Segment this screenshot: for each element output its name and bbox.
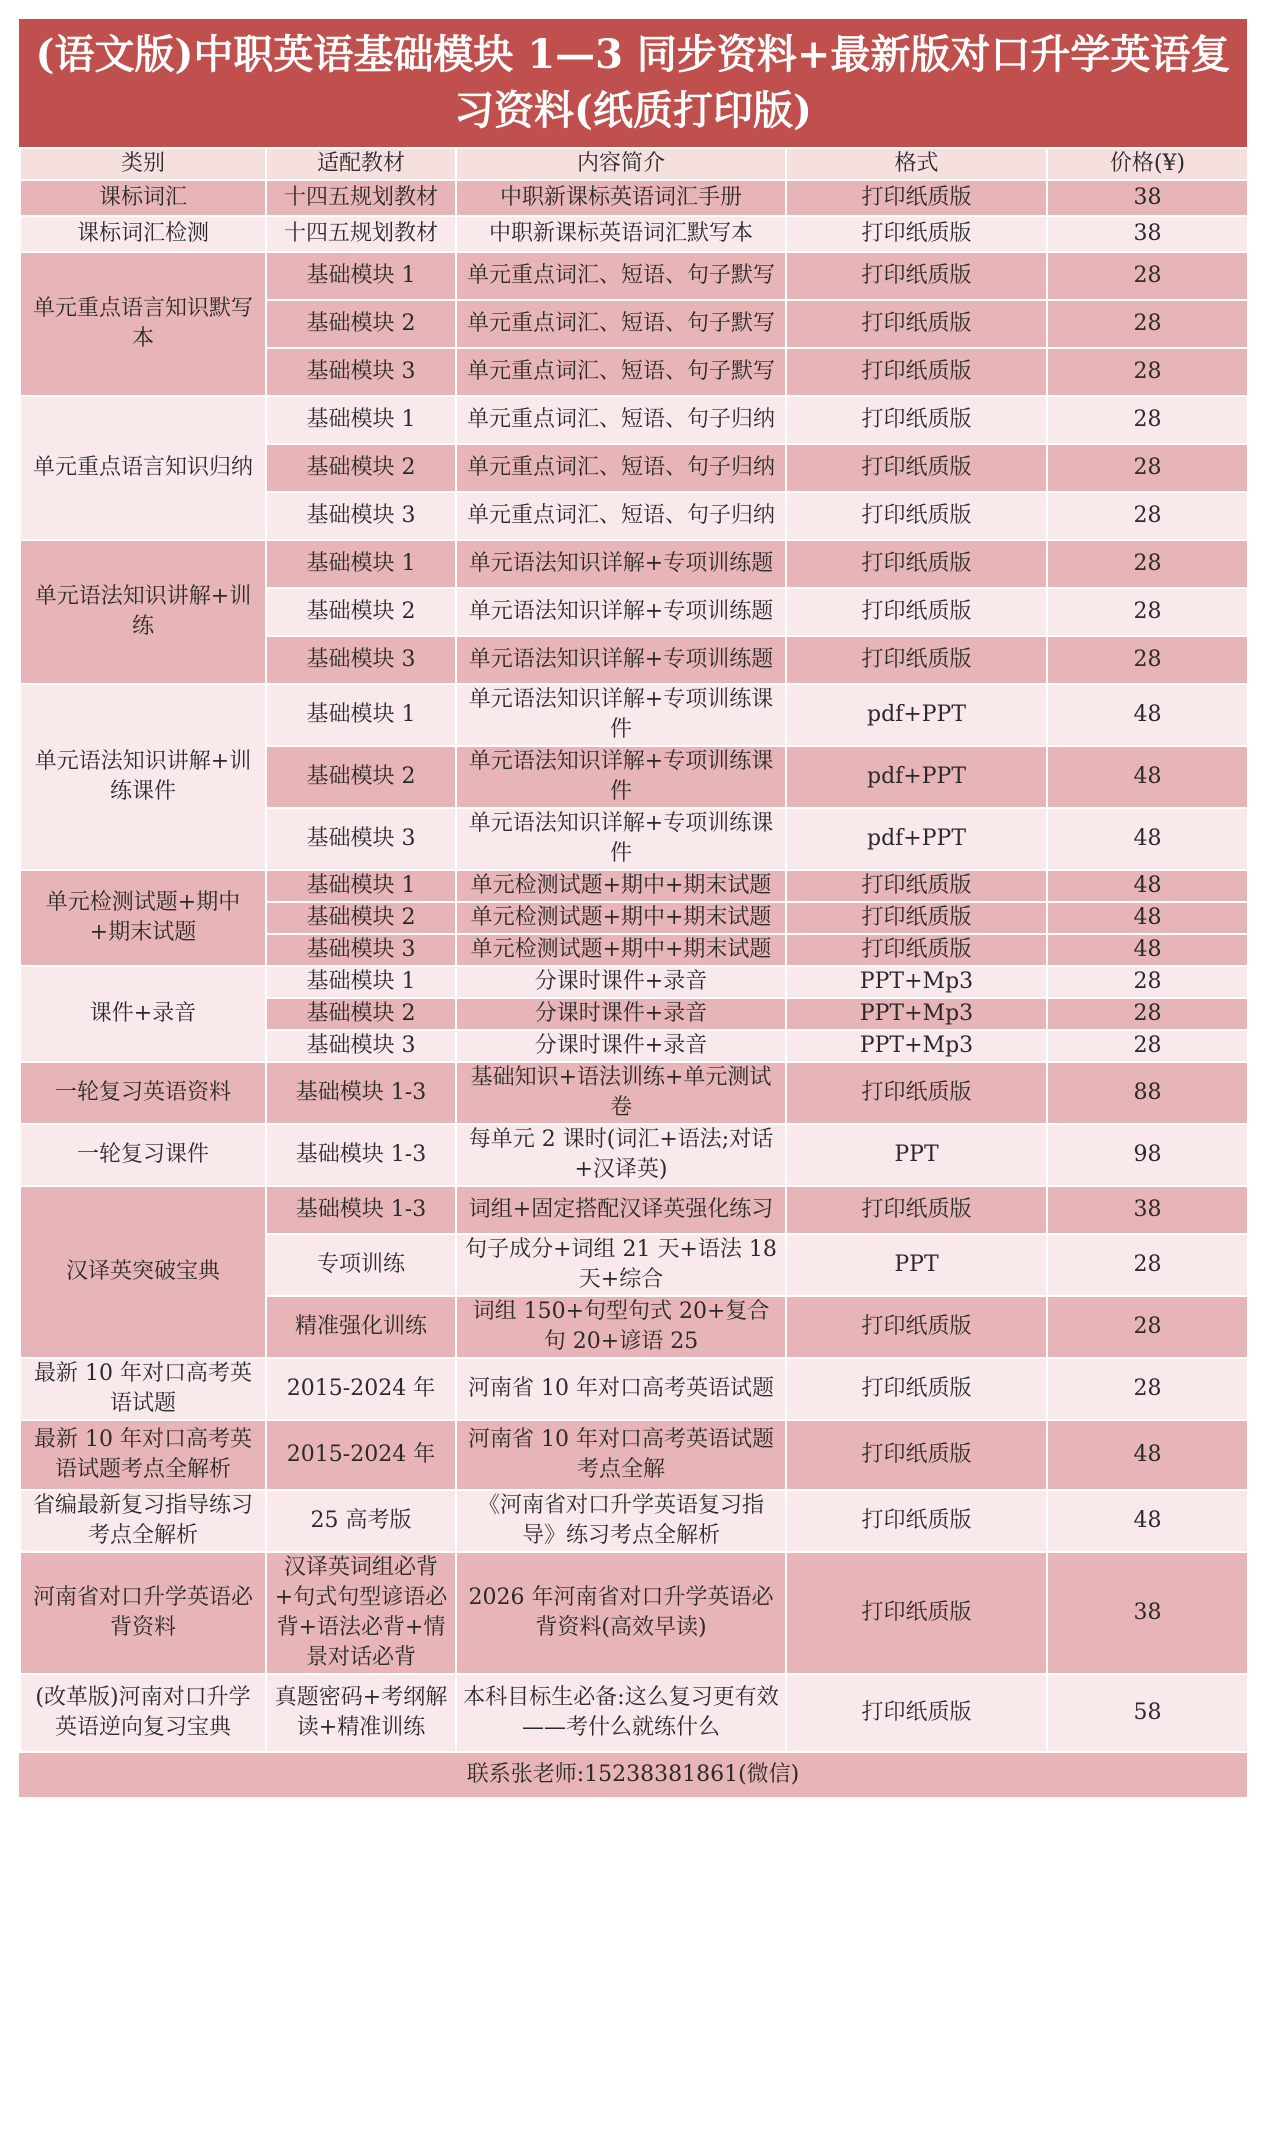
format-cell: 打印纸质版 — [786, 1552, 1047, 1674]
format-cell: 打印纸质版 — [786, 216, 1047, 252]
content-cell: 单元语法知识详解+专项训练课件 — [456, 684, 786, 746]
format-cell: 打印纸质版 — [786, 348, 1047, 396]
price-cell: 28 — [1047, 300, 1248, 348]
category-cell: 河南省对口升学英语必背资料 — [20, 1552, 266, 1674]
category-cell: 省编最新复习指导练习考点全解析 — [20, 1490, 266, 1552]
header-format: 格式 — [786, 148, 1047, 180]
format-cell: 打印纸质版 — [786, 492, 1047, 540]
textbook-cell: 汉译英词组必背+句式句型谚语必背+语法必背+情景对话必背 — [266, 1552, 456, 1674]
price-cell: 28 — [1047, 444, 1248, 492]
format-cell: 打印纸质版 — [786, 636, 1047, 684]
textbook-cell: 基础模块 1 — [266, 252, 456, 300]
price-cell: 28 — [1047, 540, 1248, 588]
price-cell: 58 — [1047, 1674, 1248, 1752]
table-row — [20, 1552, 1248, 1674]
content-cell: 基础知识+语法训练+单元测试卷 — [456, 1062, 786, 1124]
category-cell: 课标词汇 — [20, 180, 266, 216]
price-cell: 48 — [1047, 746, 1248, 808]
header-row — [20, 148, 1248, 180]
textbook-cell: 基础模块 2 — [266, 902, 456, 934]
content-cell: 分课时课件+录音 — [456, 998, 786, 1030]
textbook-cell: 基础模块 2 — [266, 588, 456, 636]
content-cell: 单元语法知识详解+专项训练题 — [456, 540, 786, 588]
content-cell: 单元重点词汇、短语、句子归纳 — [456, 396, 786, 444]
table-row — [20, 252, 1248, 300]
price-cell: 28 — [1047, 396, 1248, 444]
format-cell: 打印纸质版 — [786, 540, 1047, 588]
textbook-cell: 基础模块 1-3 — [266, 1062, 456, 1124]
format-cell: 打印纸质版 — [786, 934, 1047, 966]
table-row — [20, 540, 1248, 588]
price-cell: 38 — [1047, 1552, 1248, 1674]
table-row — [20, 684, 1248, 746]
format-cell: 打印纸质版 — [786, 300, 1047, 348]
content-cell: 分课时课件+录音 — [456, 1030, 786, 1062]
content-cell: 单元语法知识详解+专项训练题 — [456, 636, 786, 684]
content-cell: 单元语法知识详解+专项训练题 — [456, 588, 786, 636]
header-price: 价格(¥) — [1047, 148, 1248, 180]
content-cell: 单元重点词汇、短语、句子归纳 — [456, 492, 786, 540]
format-cell: 打印纸质版 — [786, 870, 1047, 902]
textbook-cell: 2015-2024 年 — [266, 1420, 456, 1490]
category-cell: 最新 10 年对口高考英语试题考点全解析 — [20, 1420, 266, 1490]
price-cell: 28 — [1047, 966, 1248, 998]
content-cell: 《河南省对口升学英语复习指导》练习考点全解析 — [456, 1490, 786, 1552]
price-cell: 28 — [1047, 588, 1248, 636]
category-cell: 一轮复习课件 — [20, 1124, 266, 1186]
content-cell: 河南省 10 年对口高考英语试题 — [456, 1358, 786, 1420]
content-cell: 词组 150+句型句式 20+复合句 20+谚语 25 — [456, 1296, 786, 1358]
content-cell: 本科目标生必备:这么复习更有效——考什么就练什么 — [456, 1674, 786, 1752]
content-cell: 每单元 2 课时(词汇+语法;对话+汉译英) — [456, 1124, 786, 1186]
textbook-cell: 精准强化训练 — [266, 1296, 456, 1358]
textbook-cell: 基础模块 3 — [266, 808, 456, 870]
table-row — [20, 1186, 1248, 1234]
textbook-cell: 基础模块 1-3 — [266, 1124, 456, 1186]
price-cell: 28 — [1047, 1030, 1248, 1062]
format-cell: PPT+Mp3 — [786, 966, 1047, 998]
table-row — [20, 1124, 1248, 1186]
price-cell: 48 — [1047, 902, 1248, 934]
textbook-cell: 2015-2024 年 — [266, 1358, 456, 1420]
format-cell: 打印纸质版 — [786, 902, 1047, 934]
header-textbook: 适配教材 — [266, 148, 456, 180]
table-row — [20, 1674, 1248, 1752]
textbook-cell: 基础模块 1-3 — [266, 1186, 456, 1234]
table-row — [20, 396, 1248, 444]
price-cell: 98 — [1047, 1124, 1248, 1186]
format-cell: 打印纸质版 — [786, 396, 1047, 444]
format-cell: 打印纸质版 — [786, 1674, 1047, 1752]
format-cell: pdf+PPT — [786, 746, 1047, 808]
textbook-cell: 基础模块 1 — [266, 540, 456, 588]
content-cell: 单元检测试题+期中+期末试题 — [456, 934, 786, 966]
textbook-cell: 基础模块 1 — [266, 396, 456, 444]
textbook-cell: 基础模块 2 — [266, 998, 456, 1030]
category-cell: 单元检测试题+期中+期末试题 — [20, 870, 266, 966]
content-cell: 句子成分+词组 21 天+语法 18 天+综合 — [456, 1234, 786, 1296]
format-cell: 打印纸质版 — [786, 1296, 1047, 1358]
table-row — [20, 870, 1248, 902]
textbook-cell: 基础模块 2 — [266, 300, 456, 348]
price-cell: 28 — [1047, 492, 1248, 540]
content-cell: 分课时课件+录音 — [456, 966, 786, 998]
textbook-cell: 基础模块 3 — [266, 1030, 456, 1062]
header-category: 类别 — [20, 148, 266, 180]
textbook-cell: 十四五规划教材 — [266, 216, 456, 252]
header-content: 内容简介 — [456, 148, 786, 180]
content-cell: 河南省 10 年对口高考英语试题考点全解 — [456, 1420, 786, 1490]
category-cell: 单元重点语言知识归纳 — [20, 396, 266, 540]
category-cell: (改革版)河南对口升学英语逆向复习宝典 — [20, 1674, 266, 1752]
textbook-cell: 基础模块 3 — [266, 492, 456, 540]
price-cell: 28 — [1047, 348, 1248, 396]
format-cell: 打印纸质版 — [786, 1186, 1047, 1234]
format-cell: 打印纸质版 — [786, 588, 1047, 636]
format-cell: 打印纸质版 — [786, 180, 1047, 216]
contact-footer: 联系张老师:15238381861(微信) — [19, 1753, 1247, 1797]
textbook-cell: 真题密码+考纲解读+精准训练 — [266, 1674, 456, 1752]
price-cell: 28 — [1047, 1234, 1248, 1296]
content-cell: 2026 年河南省对口升学英语必背资料(高效早读) — [456, 1552, 786, 1674]
category-cell: 单元语法知识讲解+训练课件 — [20, 684, 266, 870]
price-cell: 28 — [1047, 252, 1248, 300]
page-title: (语文版)中职英语基础模块 1—3 同步资料+最新版对口升学英语复习资料(纸质打印版) — [19, 19, 1247, 147]
format-cell: PPT+Mp3 — [786, 1030, 1047, 1062]
format-cell: 打印纸质版 — [786, 1490, 1047, 1552]
table-row — [20, 180, 1248, 216]
price-cell: 48 — [1047, 1420, 1248, 1490]
category-cell: 单元重点语言知识默写本 — [20, 252, 266, 396]
category-cell: 课标词汇检测 — [20, 216, 266, 252]
textbook-cell: 专项训练 — [266, 1234, 456, 1296]
content-cell: 单元语法知识详解+专项训练课件 — [456, 746, 786, 808]
price-cell: 88 — [1047, 1062, 1248, 1124]
format-cell: 打印纸质版 — [786, 252, 1047, 300]
price-cell: 38 — [1047, 216, 1248, 252]
textbook-cell: 基础模块 1 — [266, 684, 456, 746]
price-cell: 48 — [1047, 684, 1248, 746]
price-table — [19, 147, 1249, 1753]
table-row — [20, 966, 1248, 998]
table-row — [20, 216, 1248, 252]
format-cell: pdf+PPT — [786, 808, 1047, 870]
category-cell: 汉译英突破宝典 — [20, 1186, 266, 1358]
price-cell: 28 — [1047, 998, 1248, 1030]
textbook-cell: 基础模块 1 — [266, 870, 456, 902]
textbook-cell: 基础模块 2 — [266, 444, 456, 492]
content-cell: 单元重点词汇、短语、句子默写 — [456, 252, 786, 300]
price-cell: 38 — [1047, 1186, 1248, 1234]
category-cell: 最新 10 年对口高考英语试题 — [20, 1358, 266, 1420]
content-cell: 单元重点词汇、短语、句子默写 — [456, 300, 786, 348]
price-cell: 48 — [1047, 870, 1248, 902]
textbook-cell: 基础模块 3 — [266, 934, 456, 966]
price-cell: 48 — [1047, 1490, 1248, 1552]
category-cell: 课件+录音 — [20, 966, 266, 1062]
textbook-cell: 基础模块 3 — [266, 348, 456, 396]
price-cell: 28 — [1047, 1296, 1248, 1358]
content-cell: 单元语法知识详解+专项训练课件 — [456, 808, 786, 870]
format-cell: PPT — [786, 1124, 1047, 1186]
content-cell: 单元检测试题+期中+期末试题 — [456, 870, 786, 902]
format-cell: 打印纸质版 — [786, 1420, 1047, 1490]
category-cell: 一轮复习英语资料 — [20, 1062, 266, 1124]
format-cell: PPT — [786, 1234, 1047, 1296]
table-row — [20, 1420, 1248, 1490]
price-cell: 38 — [1047, 180, 1248, 216]
price-cell: 28 — [1047, 1358, 1248, 1420]
textbook-cell: 基础模块 1 — [266, 966, 456, 998]
format-cell: 打印纸质版 — [786, 1062, 1047, 1124]
content-cell: 单元重点词汇、短语、句子默写 — [456, 348, 786, 396]
content-cell: 单元检测试题+期中+期末试题 — [456, 902, 786, 934]
textbook-cell: 25 高考版 — [266, 1490, 456, 1552]
category-cell: 单元语法知识讲解+训练 — [20, 540, 266, 684]
format-cell: PPT+Mp3 — [786, 998, 1047, 1030]
textbook-cell: 十四五规划教材 — [266, 180, 456, 216]
price-cell: 28 — [1047, 636, 1248, 684]
format-cell: 打印纸质版 — [786, 444, 1047, 492]
content-cell: 单元重点词汇、短语、句子归纳 — [456, 444, 786, 492]
content-cell: 中职新课标英语词汇默写本 — [456, 216, 786, 252]
price-list-sheet — [19, 19, 1247, 1797]
price-cell: 48 — [1047, 808, 1248, 870]
content-cell: 中职新课标英语词汇手册 — [456, 180, 786, 216]
format-cell: 打印纸质版 — [786, 1358, 1047, 1420]
table-row — [20, 1490, 1248, 1552]
format-cell: pdf+PPT — [786, 684, 1047, 746]
table-row — [20, 1358, 1248, 1420]
textbook-cell: 基础模块 3 — [266, 636, 456, 684]
price-cell: 48 — [1047, 934, 1248, 966]
content-cell: 词组+固定搭配汉译英强化练习 — [456, 1186, 786, 1234]
textbook-cell: 基础模块 2 — [266, 746, 456, 808]
table-row — [20, 1062, 1248, 1124]
